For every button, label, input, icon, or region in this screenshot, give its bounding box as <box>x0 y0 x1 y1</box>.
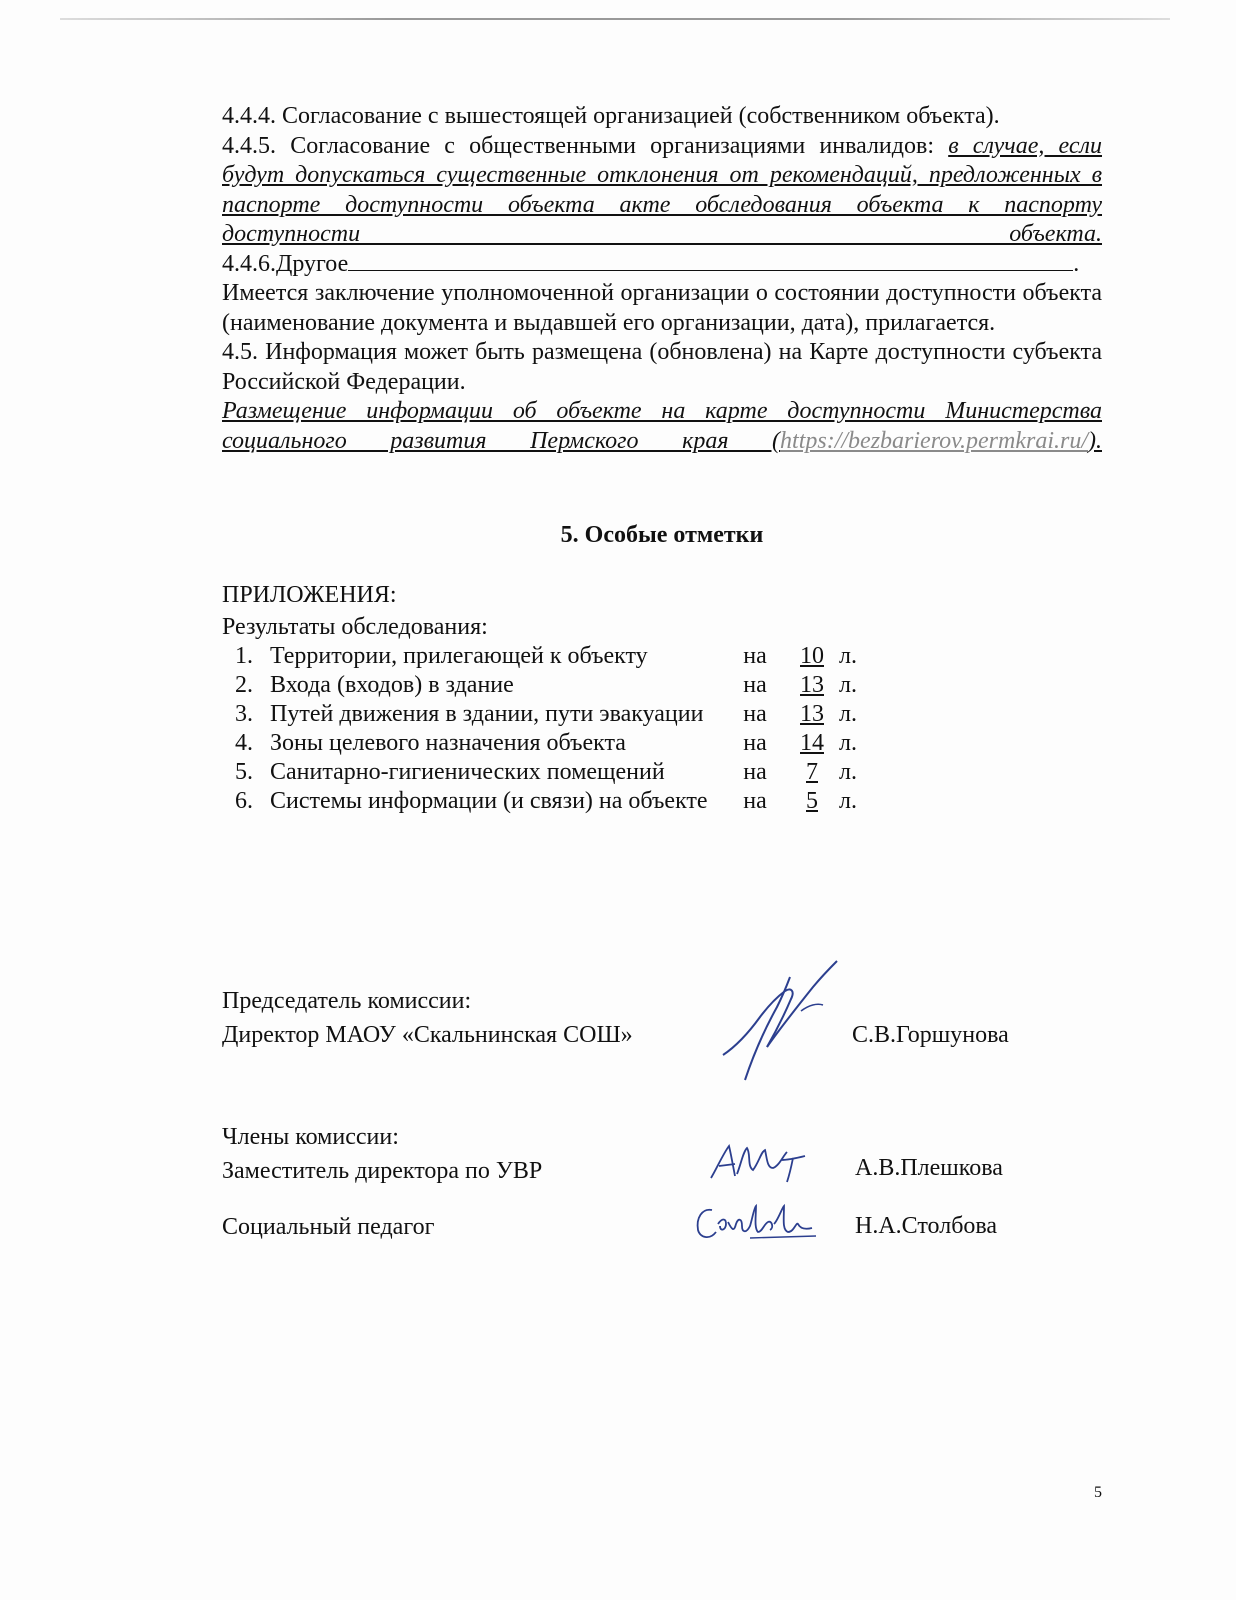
appendix-item-name: Путей движения в здании, пути эвакуации <box>270 701 704 727</box>
appendix-row <box>218 642 881 671</box>
members-block <box>222 1120 542 1188</box>
chair-signature <box>705 955 855 1090</box>
paragraph-4-5: 4.5. Информация может быть размещена (обновлена) на Карте доступности субъекта Российской Федерации. <box>222 339 1102 395</box>
appendix-item-na: на <box>743 759 767 785</box>
placement-url: https://bezbarierov.permkrai.ru/ <box>780 427 1088 454</box>
section-title: 5. Особые отметки <box>560 522 764 548</box>
appendix-item-unit: л. <box>839 643 857 669</box>
appendix-item-number: 5. <box>235 759 253 785</box>
appendix-item-pages: 13 <box>800 701 824 727</box>
appendix-item-na: на <box>743 643 767 669</box>
chair-name: С.В.Горшунова <box>852 1022 1009 1048</box>
paragraph-4-4-4: 4.4.4. Согласование с вышестоящей организацией (собственником объекта). <box>222 103 1000 129</box>
member2-signature <box>690 1198 820 1248</box>
chair-block <box>222 984 633 1052</box>
paragraph-4-4-5-italic: в случае, если будут допускаться существенные отклонения от рекомендаций, предложенных в паспорте доступности объекта акте обследования объекта к паспорту доступности объекта. <box>222 132 1102 247</box>
placement-text: Размещение информации об объекте на карте доступности Министерства социального развития Пермского края ( <box>222 398 1102 454</box>
chair-heading: Председатель комиссии: <box>222 988 472 1014</box>
appendix-item-pages: 5 <box>806 788 818 814</box>
paragraph-4-4-5-lead: 4.4.5. Согласование с общественными организациями инвалидов: <box>222 132 949 159</box>
top-rule <box>60 18 1170 20</box>
appendix-row <box>218 787 881 816</box>
paragraph-4-4-6 <box>222 250 1102 280</box>
member2-name: Н.А.Столбова <box>855 1213 998 1239</box>
appendix-item-pages: 10 <box>800 643 824 669</box>
results-label: Результаты обследования: <box>222 614 488 640</box>
appendix-table <box>218 642 881 816</box>
appendix-item-name: Входа (входов) в здание <box>270 672 514 698</box>
members-heading: Члены комиссии: <box>222 1124 399 1150</box>
member1-position: Заместитель директора по УВР <box>222 1158 543 1184</box>
appendix-item-number: 6. <box>235 788 253 814</box>
paragraph-4-4-6-label: 4.4.6.Другое <box>222 250 349 277</box>
appendix-item-name: Территории, прилегающей к объекту <box>270 643 648 669</box>
appendix-item-name: Системы информации (и связи) на объекте <box>270 788 708 814</box>
page-number: 5 <box>1094 1484 1102 1501</box>
appendix-label: ПРИЛОЖЕНИЯ: <box>222 582 397 608</box>
appendix-item-na: на <box>743 672 767 698</box>
appendix-item-na: на <box>743 701 767 727</box>
appendix-item-na: на <box>743 788 767 814</box>
appendix-row <box>218 729 881 758</box>
appendix-item-na: на <box>743 730 767 756</box>
conclusion-paragraph: Имеется заключение уполномоченной организации о состоянии доступности объекта (наименование документа и выдавшей его организации, дата), прилагается. <box>222 280 1102 336</box>
member1-signature <box>705 1140 815 1185</box>
appendix-item-unit: л. <box>839 701 857 727</box>
placement-paragraph <box>222 397 1102 456</box>
appendix-item-number: 1. <box>235 643 253 669</box>
appendix-item-number: 4. <box>235 730 253 756</box>
appendix-item-name: Санитарно-гигиенических помещений <box>270 759 665 785</box>
appendix-item-unit: л. <box>839 788 857 814</box>
appendix-row <box>218 700 881 729</box>
appendix-item-number: 2. <box>235 672 253 698</box>
chair-position: Директор МАОУ «Скальнинская СОШ» <box>222 1022 633 1048</box>
member2-position: Социальный педагог <box>222 1214 435 1240</box>
placement-end: ). <box>1088 427 1102 454</box>
appendix-item-pages: 14 <box>800 730 824 756</box>
document-body <box>222 102 1102 456</box>
appendix-item-name: Зоны целевого назначения объекта <box>270 730 626 756</box>
appendix-item-number: 3. <box>235 701 253 727</box>
appendix-item-pages: 13 <box>800 672 824 698</box>
fill-in-line <box>348 250 1073 271</box>
appendix-row <box>218 758 881 787</box>
member1-name: А.В.Плешкова <box>855 1155 1003 1181</box>
appendix-item-pages: 7 <box>806 759 818 785</box>
member2-block <box>222 1210 434 1244</box>
appendix-row <box>218 671 881 700</box>
appendix-item-unit: л. <box>839 672 857 698</box>
appendix-item-unit: л. <box>839 730 857 756</box>
paragraph-4-4-6-end: . <box>1073 250 1080 277</box>
appendix-item-unit: л. <box>839 759 857 785</box>
paragraph-4-4-5 <box>222 132 1102 250</box>
